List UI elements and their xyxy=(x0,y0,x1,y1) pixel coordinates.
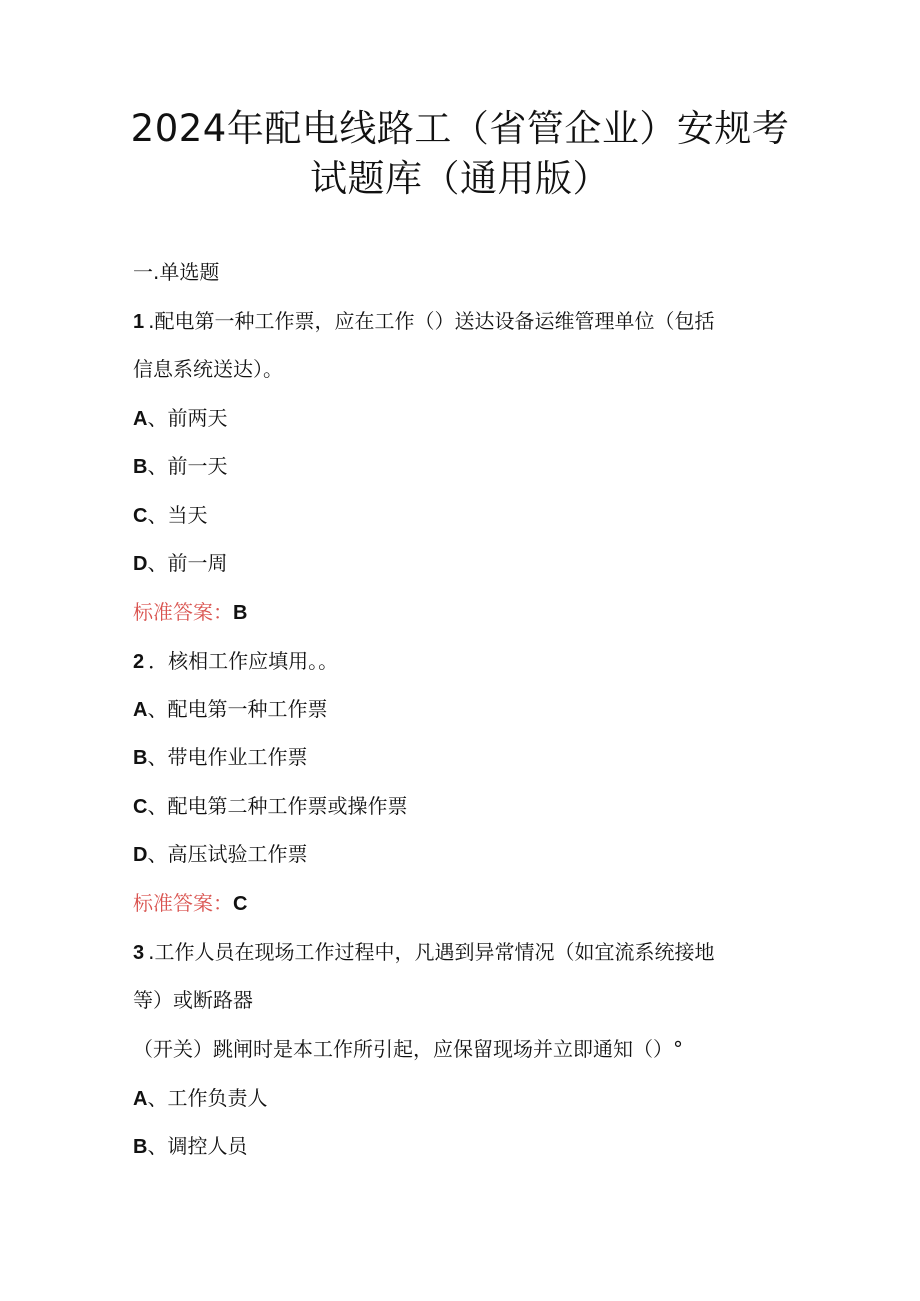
option-text: 、前两天 xyxy=(147,406,228,430)
option-text: 、前一天 xyxy=(147,454,228,478)
option-letter: B xyxy=(133,456,148,478)
question-number: 3 xyxy=(133,942,145,964)
question-text: ．核相工作应填用。。 xyxy=(148,649,339,673)
option-letter: C xyxy=(133,505,148,527)
answer-2 xyxy=(133,889,247,918)
question-3 xyxy=(133,938,714,967)
question-text: .工作人员在现场工作过程中，凡遇到异常情况（如宜流系统接地 xyxy=(148,940,715,964)
option-text: 、高压试验工作票 xyxy=(147,842,308,866)
option-text: 、工作负责人 xyxy=(147,1086,268,1110)
question-1 xyxy=(133,307,714,336)
option-a xyxy=(133,695,327,724)
option-b xyxy=(133,1132,247,1161)
title-line-2: 试题库（通用版） xyxy=(310,157,610,200)
title-line-1: 2024年配电线路工（省管企业）安规考 xyxy=(130,107,790,150)
option-text: 、配电第二种工作票或操作票 xyxy=(147,794,408,818)
answer-label: 标准答案： xyxy=(133,600,233,624)
section-heading: 一.单选题 xyxy=(133,260,220,284)
option-letter: A xyxy=(133,408,148,430)
option-c xyxy=(133,501,207,530)
option-letter: B xyxy=(133,1136,148,1158)
answer-label: 标准答案： xyxy=(133,891,233,915)
option-d xyxy=(133,840,307,869)
option-text: 、当天 xyxy=(147,503,208,527)
answer-1 xyxy=(133,598,247,627)
option-letter: A xyxy=(133,1088,148,1110)
question-3-continued-2: （开关）跳闸时是本工作所引起，应保留现场并立即通知（）° xyxy=(133,1037,683,1061)
option-letter: B xyxy=(133,747,148,769)
question-number: 2 xyxy=(133,651,145,673)
option-text: 、调控人员 xyxy=(147,1134,248,1158)
option-text: 、配电第一种工作票 xyxy=(147,697,328,721)
option-b xyxy=(133,743,307,772)
document-title xyxy=(100,104,820,204)
answer-value: C xyxy=(233,893,248,915)
option-text: 、前一周 xyxy=(147,551,228,575)
option-text: 、带电作业工作票 xyxy=(147,745,308,769)
option-letter: A xyxy=(133,699,148,721)
question-3-continued: 等）或断路器 xyxy=(133,988,253,1012)
question-number: 1 xyxy=(133,311,145,333)
option-letter: D xyxy=(133,844,148,866)
question-1-continued: 信息系统送达）。 xyxy=(133,357,283,381)
option-letter: C xyxy=(133,796,148,818)
option-a xyxy=(133,404,227,433)
answer-value: B xyxy=(233,602,248,624)
option-letter: D xyxy=(133,553,148,575)
option-c xyxy=(133,792,407,821)
question-2 xyxy=(133,647,338,676)
option-a xyxy=(133,1084,267,1113)
option-d xyxy=(133,549,227,578)
question-text: .配电第一种工作票，应在工作（）送达设备运维管理单位（包括 xyxy=(148,309,715,333)
option-b xyxy=(133,452,227,481)
